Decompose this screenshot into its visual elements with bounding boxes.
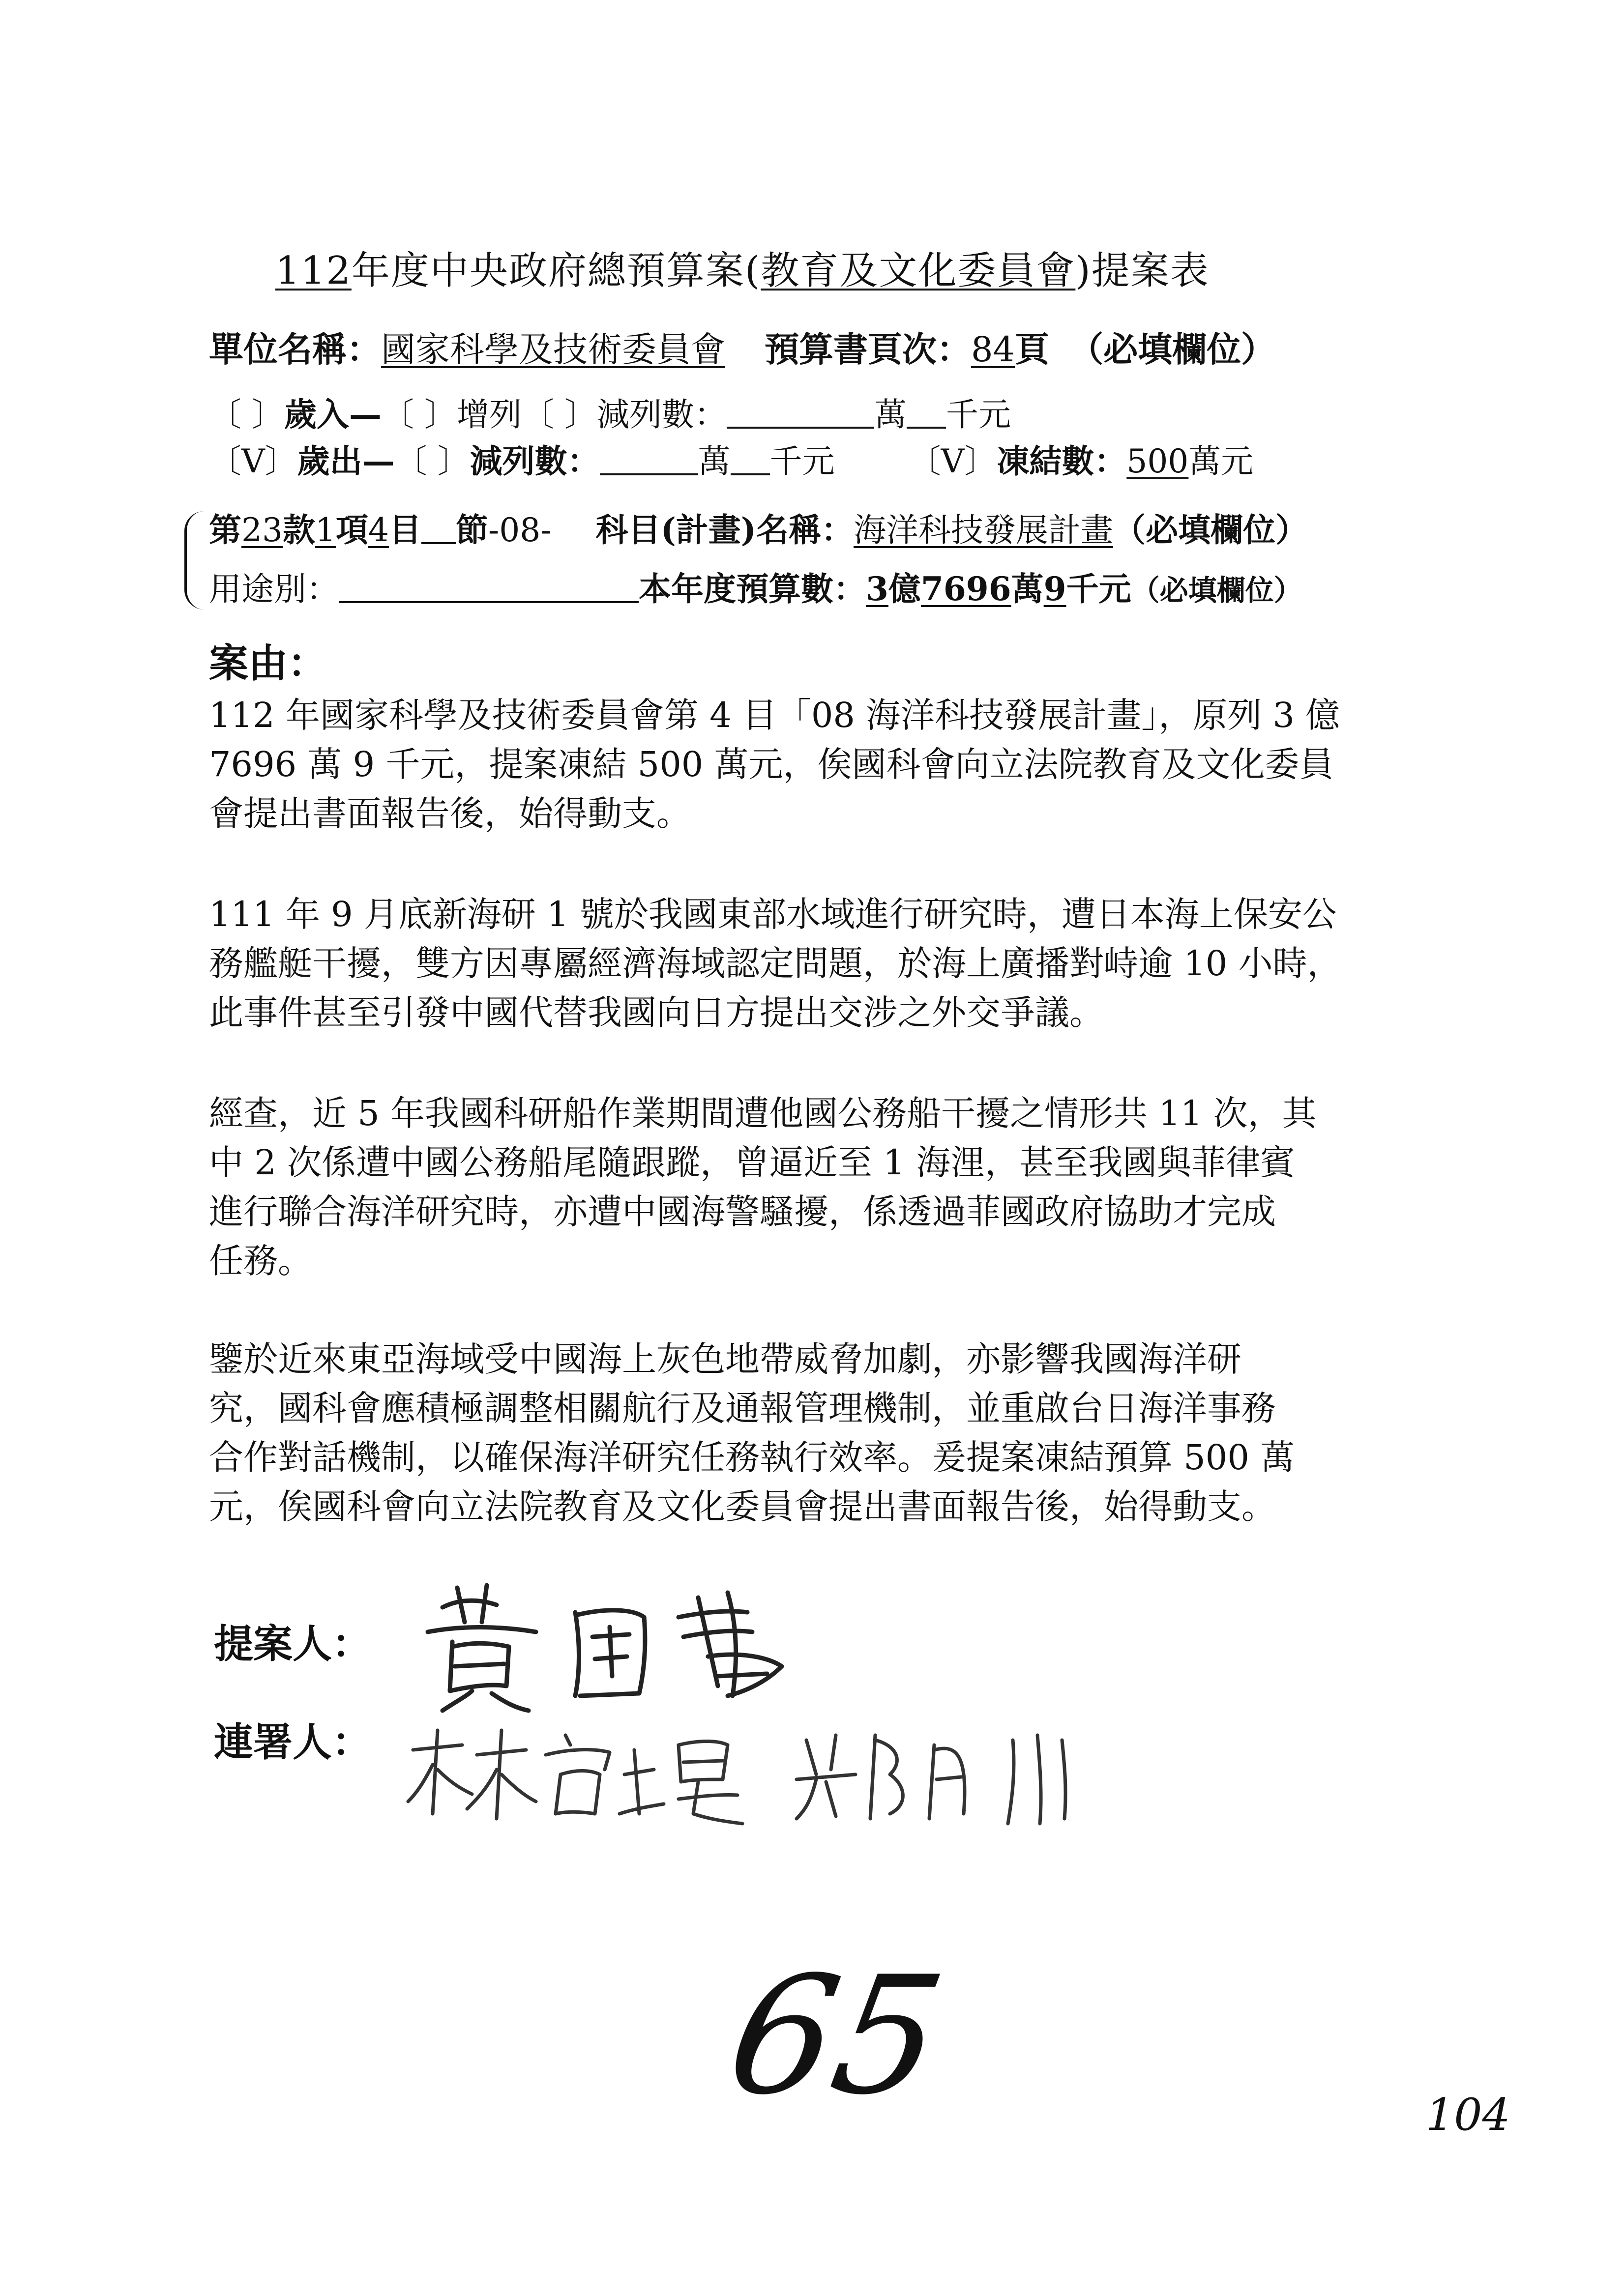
freeze-label: 凍結數： [997,442,1127,480]
expense-decrease-label: 減列數： [470,442,600,480]
revenue-row [209,388,1011,435]
proposer-label: 提案人： [214,1621,371,1667]
freeze-unit: 萬元 [1188,442,1254,480]
reason-paragraph-1 [209,691,1418,838]
subject-required-note: （必填欄位） [1113,511,1308,549]
cosigner-label: 連署人： [214,1719,371,1765]
paragraph-line: 務艦艇干擾，雙方因專屬經濟海域認定問題，於海上廣播對峙逾 10 小時， [209,943,1342,984]
revenue-qian-label: 千元 [945,396,1011,434]
reason-paragraph-3 [209,1089,1418,1285]
budget-yi: 3 [866,570,888,608]
use-row [209,563,1302,610]
item-row [209,504,1308,551]
unit-required-note: （必填欄位） [1069,329,1276,370]
budget-qian-label: 千元 [1066,570,1131,608]
increase-label: 增列 [456,396,522,434]
unit-row [209,322,1275,372]
paragraph-line: 任務。 [209,1241,312,1281]
page-number: 104 [1426,2089,1510,2141]
budget-wan: 7696 [920,570,1011,608]
freeze-checkbox[interactable]: 〔V〕 [908,442,997,480]
proposer-signature [423,1578,826,1715]
form-title [275,240,1210,295]
title-part1: 年度中央政府總預算案( [351,249,761,293]
increase-checkbox[interactable]: 〔 〕 [381,396,457,434]
subject-label: 科目(計畫)名稱： [595,511,854,549]
revenue-wan-label: 萬 [874,396,907,434]
paragraph-line: 究，國科會應積極調整相關航行及通報管理機制，並重啟台日海洋事務 [209,1388,1276,1428]
item-kuan: 23 [241,511,283,549]
expense-qian-blank[interactable] [731,444,770,475]
handwritten-number: 65 [716,1942,956,2130]
cosigner-signature [403,1715,1151,1829]
paragraph-line: 111 年 9 月底新海研 1 號於我國東部水域進行研究時，遭日本海上保安公 [209,894,1337,934]
subject-name: 海洋科技發展計畫 [854,511,1114,549]
expense-checkbox[interactable]: 〔V〕 [209,442,297,480]
item-xiang: 1 [315,511,336,549]
paragraph-line: 合作對話機制，以確保海洋研究任務執行效率。爰提案凍結預算 500 萬 [209,1437,1295,1478]
budget-yi-label: 億 [888,570,921,608]
page-label: 預算書頁次： [765,329,971,370]
decrease-label: 減列數： [596,396,727,434]
expense-qian-label: 千元 [769,442,835,480]
expense-label: 歲出— [297,442,395,480]
paragraph-line: 中 2 次係遭中國公務船尾隨跟蹤，曾逼近至 1 海浬，甚至我國與菲律賓 [209,1142,1295,1183]
freeze-amount: 500 [1126,442,1189,480]
item-jie-code: -08- [488,511,552,549]
expense-decrease-checkbox[interactable]: 〔 〕 [394,442,470,480]
reason-paragraph-2 [209,890,1418,1037]
revenue-checkbox[interactable]: 〔 〕 [209,396,284,434]
page-unit: 頁 [1015,329,1050,370]
reason-paragraph-4 [209,1335,1418,1531]
paragraph-line: 進行聯合海洋研究時，亦遭中國海警騷擾，係透過菲國政府協助才完成 [209,1192,1276,1232]
revenue-qian-blank[interactable] [907,397,946,429]
item-brace [184,511,207,610]
paragraph-line: 經查，近 5 年我國科研船作業期間遭他國公務船干擾之情形共 11 次，其 [209,1093,1317,1133]
item-di: 第 [209,511,241,549]
item-xiang-label: 項 [335,511,368,549]
paragraph-line: 元，俟國科會向立法院教育及文化委員會提出書面報告後，始得動支。 [209,1486,1276,1527]
unit-label: 單位名稱： [209,329,381,370]
budget-qian: 9 [1043,570,1066,608]
expense-wan-label: 萬 [698,442,731,480]
title-part2: )提案表 [1075,249,1210,293]
paragraph-line: 此事件甚至引發中國代替我國向日方提出交涉之外交爭議。 [209,992,1104,1033]
revenue-wan-blank[interactable] [727,397,874,429]
paragraph-line: 112 年國家科學及技術委員會第 4 目「08 海洋科技發展計畫」，原列 3 億 [209,695,1340,735]
item-kuan-label: 款 [282,511,315,549]
revenue-label: 歲入— [284,395,382,434]
page-number-field: 84 [971,329,1015,370]
title-committee: 教育及文化委員會 [761,249,1076,293]
item-mu: 4 [368,511,389,549]
reason-heading: 案由： [209,640,327,686]
budget-required-note: （必填欄位） [1131,574,1302,607]
item-jie-label: 節 [455,511,488,549]
use-label: 用途別： [209,570,339,608]
paragraph-line: 會提出書面報告後，始得動支。 [209,793,691,834]
expense-row [209,435,1253,482]
paragraph-line: 7696 萬 9 千元，提案凍結 500 萬元，俟國科會向立法院教育及文化委員 [209,744,1334,785]
expense-wan-blank[interactable] [600,444,698,475]
item-mu-label: 目 [388,511,421,549]
decrease-checkbox[interactable]: 〔 〕 [521,396,597,434]
budget-label: 本年度預算數： [639,570,866,608]
use-blank[interactable] [339,572,639,603]
paragraph-line: 鑒於近來東亞海域受中國海上灰色地帶威脅加劇，亦影響我國海洋研 [209,1339,1241,1379]
budget-wan-label: 萬 [1011,570,1044,608]
item-jie-blank[interactable] [421,513,456,544]
title-year: 112 [275,249,352,293]
unit-name: 國家科學及技術委員會 [381,329,725,370]
